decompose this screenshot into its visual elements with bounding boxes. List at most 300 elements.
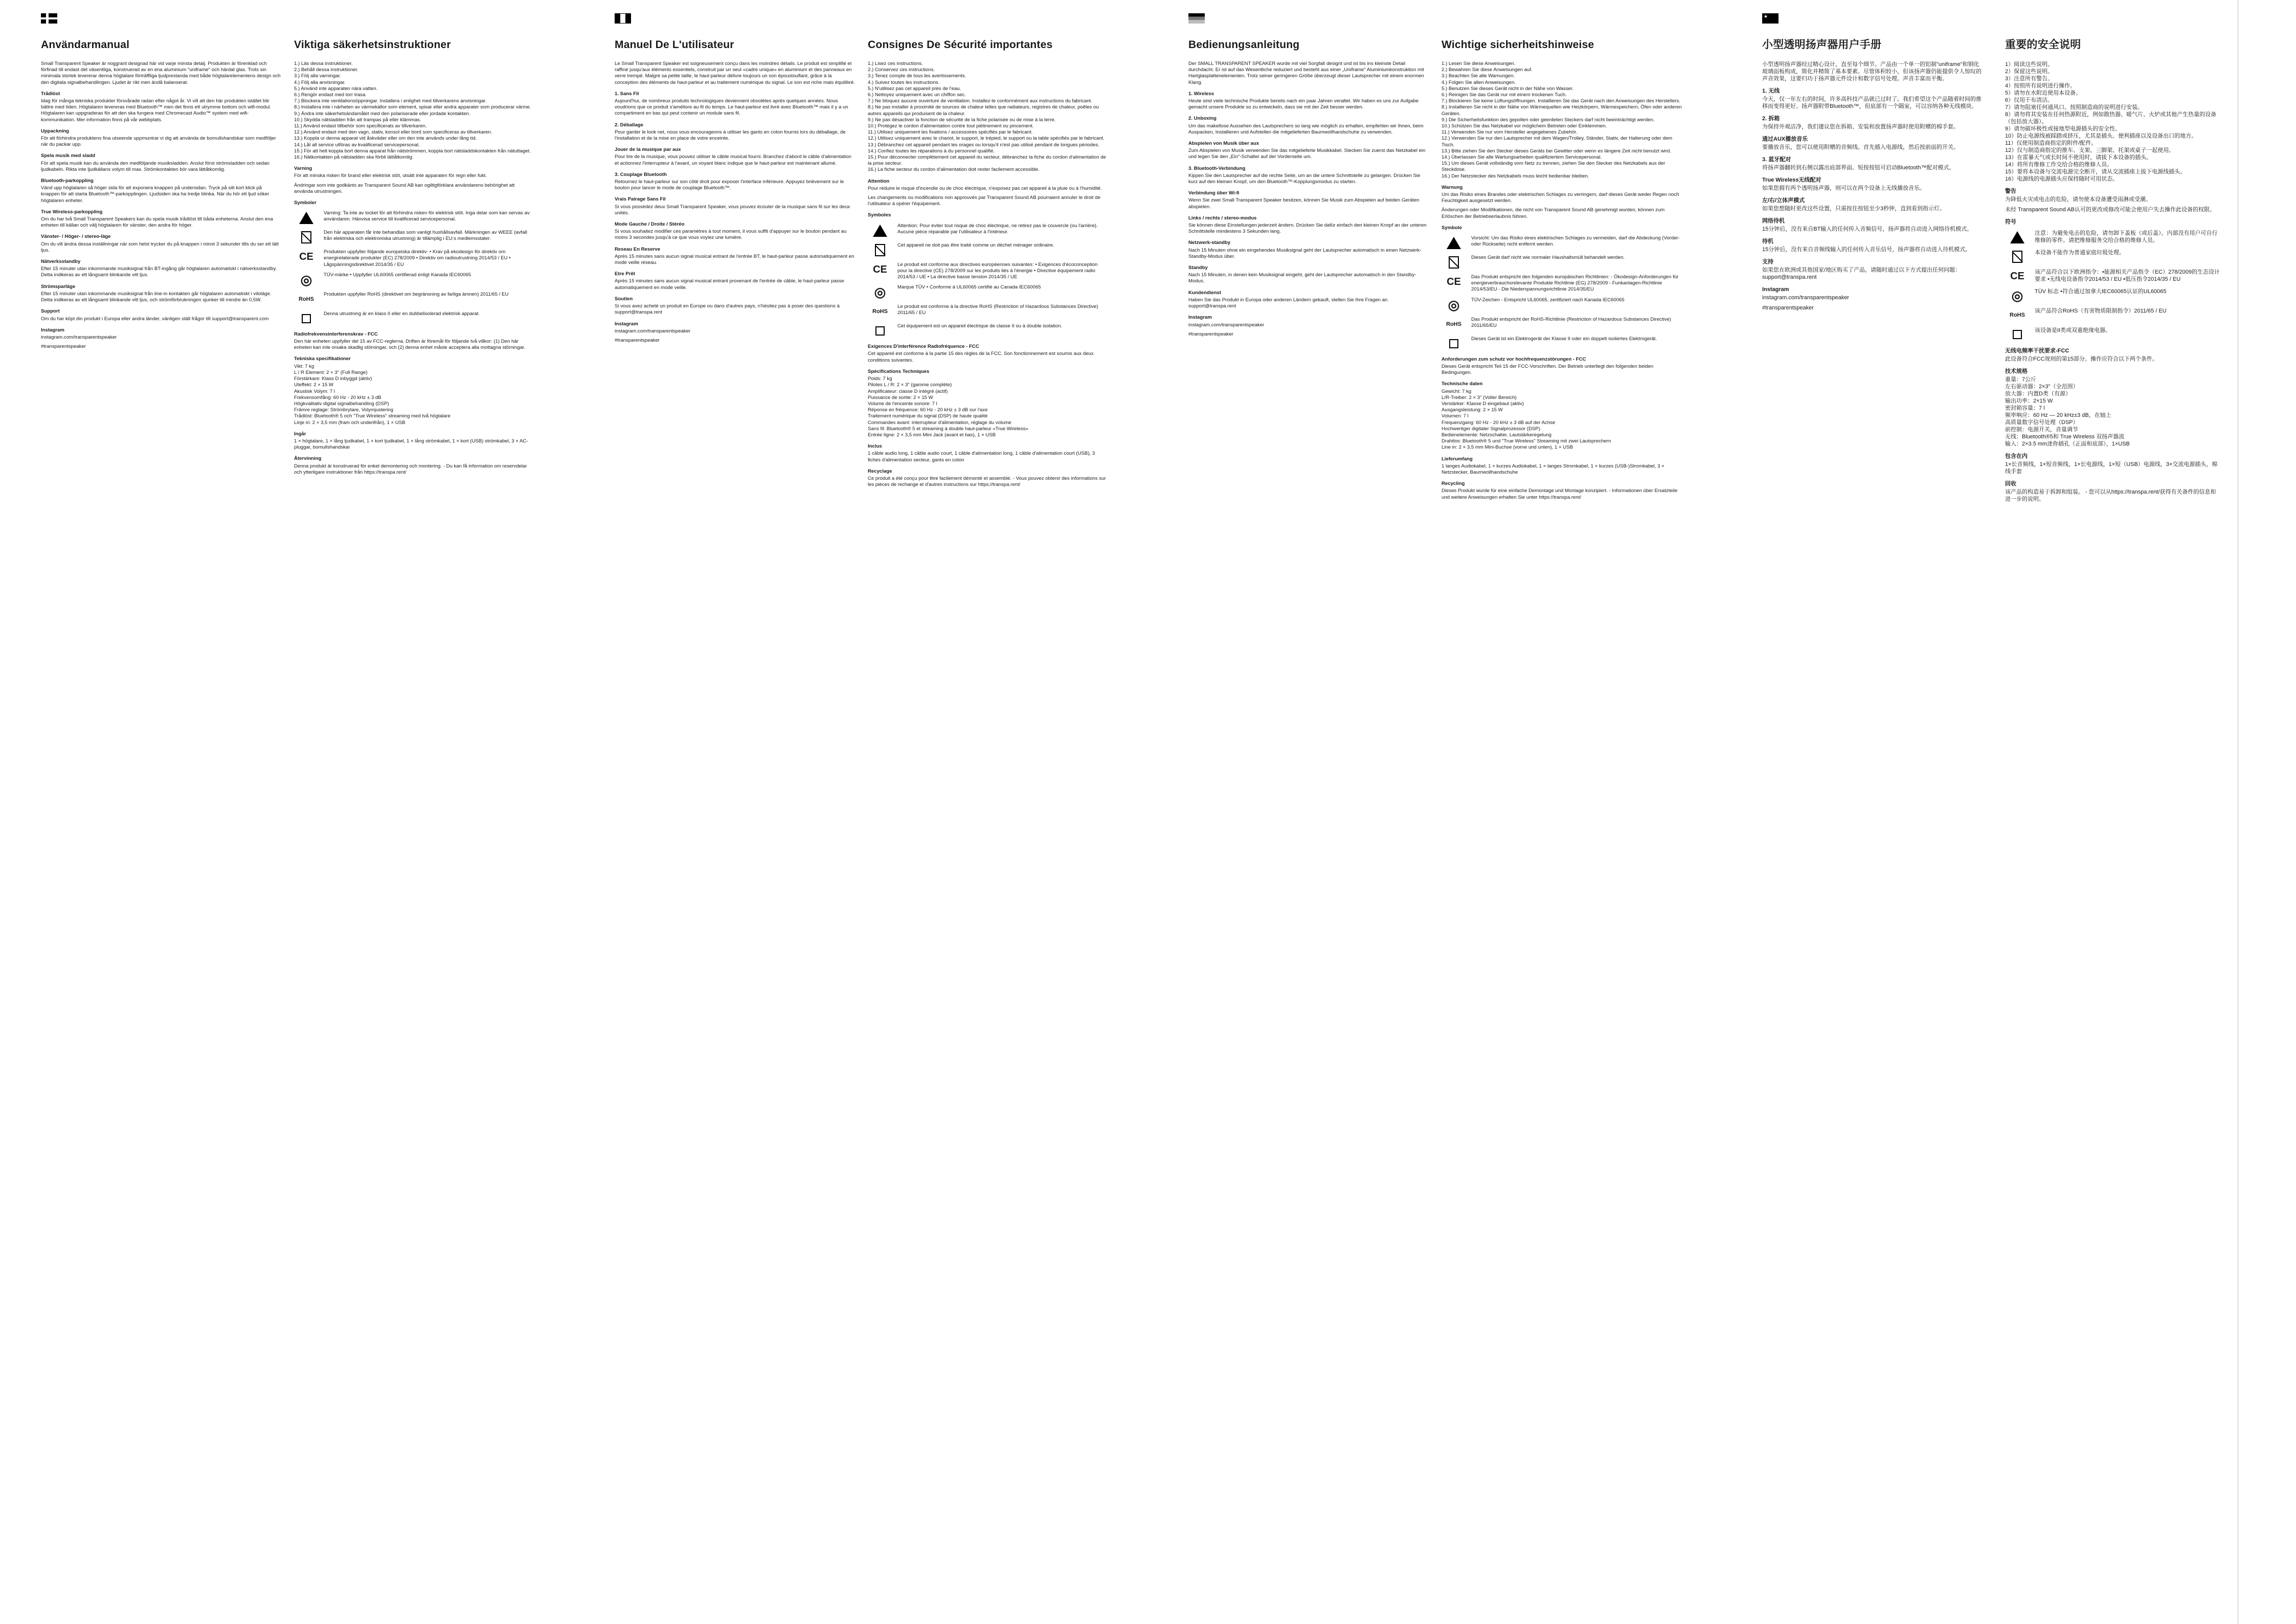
weee-bin-icon [2005,249,2030,264]
symbol-row [294,311,534,326]
tech-spec-item: L / R Element: 2 × 3" (Full Range) [294,369,368,375]
section-text: Wenn Sie zwei Small Transparent Speaker besitzen, können Sie Musik zum Abspielen auf beiden Geräten abspielen. [1188,197,1420,210]
tech-specs-heading: Spécifications Techniques [868,368,930,374]
section-text: instagram.com/transparentspeaker [41,334,117,340]
cn-sections [1762,87,1982,312]
section-heading: Strömsparläge [41,283,76,290]
section-text: Heute sind viele technische Produkte bereits nach ein paar Jahren veraltet. Wir haben es uns zur Aufgabe gemacht unsere Produkte so zu entwickeln, dass sie mit der Zeit besser werden. [1188,98,1419,110]
section-text: #transparentspeaker [1188,331,1233,337]
recycling-heading: Recycling [1442,481,1465,487]
section-heading: Mode Gauche / Droite / Stéréo [615,221,685,228]
section-text: 15分钟后，没有来自BT输入的任何传入音频信号，扬声器将自动进入网络待机模式。 [1762,226,1973,232]
safety-instruction-item: 10）防止电源线被踩踏或挤压，尤其是插头、便利插座以及设备出口的地方。 [2005,133,2197,139]
safety-instruction-item: 1.) Läs dessa instruktioner. [294,61,353,66]
tech-spec-item: Traitement numérique du signal (DSP) de haute qualité [868,413,988,419]
included-heading: Ingår [294,431,306,437]
symbol-row [868,284,1108,300]
section-text: instagram.com/transparentspeaker [1188,322,1265,328]
page-chinese [1721,0,2296,1624]
tech-spec-item: Line in: 2 × 3,5 mm Mini-Buchse (vorne und unten), 1 × USB [1442,444,1573,451]
fr-manual-title: Manuel De L'utilisateur [615,39,734,51]
safety-instruction-item: 13）在雷暴天气或长时间不使用时，请拔下本设备的插头。 [2005,154,2152,161]
section-heading: 2. 拆箱 [1762,116,1780,122]
safety-instruction-item: 13.) Bitte ziehen Sie den Stecker dieses Geräts bei Gewitter oder wenn es längere Zeit nicht benutzt wird. [1442,148,1672,154]
modification-warning-text: Ändringar som inte godkänts av Transparent Sound AB kan ogiltigförklara användarens behörighet att använda utrustningen. [294,182,515,194]
cn-safety-body [2005,61,2220,503]
fcc-heading: Radiofrekvensinterferenskrav - FCC [294,331,378,337]
sv-manual-title: Användarmanual [41,39,130,51]
warning-icon [868,223,892,238]
sv-sections [41,91,281,350]
crossed-bin-shape [2012,251,2022,263]
safety-instruction-item: 10.) Skydda nätsladden från att trampas på eller klämmas. [294,117,421,123]
section-heading: Jouer de la musique par aux [615,147,681,153]
safety-instruction-item: 9.) Ändra inte säkerhetsändamålet med den polariserade eller jordade kontakten. [294,110,470,117]
safety-instruction-item: 2.) Behåll dessa instruktioner. [294,67,358,73]
safety-instruction-item: 10.) Schützen Sie das Netzkabel vor möglichem Betreten oder Einklemmen. [1442,123,1607,129]
tech-spec-item: Högkvalitativ digital signalbehandling (DSP) [294,401,389,407]
safety-instruction-item: 2）保留这些说明。 [2005,69,2054,75]
safety-instruction-item: 1.) Lesen Sie diese Anweisungen. [1442,61,1516,66]
section-text: Nach 15 Minuten, in denen kein Musiksignal eingeht, geht der Lautsprecher automatisch in den Standby-Modus. [1188,272,1416,284]
warning-text: Pour réduire le risque d'incendie ou de choc électrique, n'exposez pas cet appareil à la pluie ou à l'humidité. [868,185,1102,191]
safety-instruction-list [1442,61,1682,180]
tech-specs-list [294,364,534,426]
symbol-row [1442,317,1682,332]
cn-manual-title: 小型透明扬声器用户手册 [1762,39,1882,51]
german-flag-icon [1188,13,1205,24]
safety-instruction-item: 9）请勿破坏极性或接地型电源插头的安全性。 [2005,126,2121,132]
rohs-mark-icon: RoHS [2010,312,2025,318]
warning-text: För att minska risken för brand eller elektrisk stöt, utsätt inte apparaten för regn eller fukt. [294,173,487,179]
symbol-description: Varning: Ta inte av locket för att förhindra risken för elektrisk stöt. Inga delar som kan servas av användaren. Hänvisa service till kvalificerad servicepersonal. [324,210,530,223]
section-text: För att förhindra produktens fina utseende uppmuntrar vi dig att använda de bomullshandskar som medföljer när du packar upp. [41,136,276,148]
symbol-row [2005,288,2220,303]
symbol-row [868,262,1108,281]
symbol-row [294,292,534,307]
symbol-row [1442,255,1682,270]
double-square-shape [2013,330,2022,339]
modification-warning-text: Les changements ou modifications non approuvés par Transparent Sound AB pourraient annuler le droit de l'utilisateur à opérer l'équipement. [868,195,1100,207]
ce-mark-icon: CE [873,263,887,275]
section-heading: 1. 无线 [1762,88,1780,94]
section-text: 为保持外观洁净，我们建议您在拆箱、安装和放置扬声器时使用附赠的棉手套。 [1762,124,1959,130]
cn-intro: 小型透明扬声器经过精心设计，直至每个细节。产品由一个单一的铝制"uniframe"和钢化玻璃面板构成，简化并精简了基本要素。尽管体积较小，但该扬声器仍能提供令人惊叹的声音效果，这要归功于扬声器元件设计和数字信号处理。声音丰富而平衡。 [1762,61,1982,82]
section-heading: Kundendienst [1188,290,1221,296]
section-text: Pour garder le look net, nous vous encourageons à utiliser les gants en coton fournis lors du déballage, de l'installation et de la mise en place de votre enceinte. [615,129,846,142]
safety-instruction-item: 14.) Überlassen Sie alle Wartungsarbeiten qualifiziertem Servicepersonal. [1442,154,1602,161]
section-heading: Bluetooth-parkoppling [41,178,94,184]
section-heading: Reseau En Reserve [615,246,661,252]
section-heading: 2. Déballage [615,122,643,128]
cn-safety-column [2005,38,2220,506]
section-text: 今天，仅一年左右的时间，许多高科技产品就已过时了。我们希望这个产品随着时间的推移而变得更好。扬声器附带Bluetooth™，但底部有一个隔室，可以容纳各种无线模块。 [1762,96,1982,109]
warning-icon [1442,235,1466,251]
section-heading: Instagram [1762,286,1789,293]
symbol-row [294,249,534,268]
section-heading: Netzwerk-standby [1188,240,1231,246]
symbol-row [2005,327,2220,342]
symbols-heading: 符号 [2005,219,2016,225]
chinese-flag-icon [1762,13,1779,24]
safety-instruction-item: 12.) Utilisez uniquement avec le chariot, le support, le trépied, le support ou la table spécifiés par le fabricant. [868,136,1105,142]
warning-triangle-shape [873,225,887,237]
safety-instruction-item: 8.) Installera inte i närheten av värmekällor som element, spisar eller andra apparater som producerar värme. [294,104,531,110]
tech-spec-item: Trådlöst: Bluetooth® 5 och "True Wireless" streaming med två högtalare [294,413,451,419]
page-swedish [0,0,574,1624]
de-manual-column [1188,38,1429,341]
section-heading: 3. Bluetooth-Verbindung [1188,165,1246,171]
symbol-row [868,323,1108,339]
ce-mark-icon: CE [2010,271,2024,282]
ce-mark-icon: CE [1447,276,1461,287]
safety-instruction-item: 16.) Der Netzstecker des Netzkabels muss leicht bedienbar bleiben. [1442,173,1589,179]
fcc-text: Dieses Gerät entspricht Teil 15 der FCC-Vorschriften. Der Betrieb unterliegt den folgenden beiden Bedingungen. [1442,363,1654,376]
tech-spec-item: Hochwertiger digitaler Signalprozessor (DSP) [1442,426,1541,432]
tech-spec-item: Amplificateur: classe D intégré (actif) [868,388,948,394]
tech-specs-list [868,376,1108,438]
included-text: 1 câble audio long, 1 câble audio court, 1 câble d'alimentation long, 1 câble d'alimentation court (USB), 3 fiches d'alimentation secteur, gants en coton [868,451,1095,463]
safety-instruction-list [294,61,534,161]
safety-instruction-item: 11.) Använd endast tillbehör som specificerats av tillverkaren. [294,123,427,129]
safety-instruction-item: 7）请勿阻塞任何通风口。按照制造商的说明进行安装。 [2005,104,2144,110]
section-text: Om du vill ändra dessa inställningar när som helst trycker du på knappen i minst 3 sekunder tills du ser ett lätt ljus. [41,241,279,253]
section-heading: 通过AUX播放音乐 [1762,136,1808,142]
safety-instruction-item: 1.) Lisez ces instructions. [868,61,923,66]
section-heading: Abspielen von Musik über aux [1188,141,1259,147]
safety-instruction-item: 3.) Beachten Sie alle Warnungen. [1442,73,1515,79]
section-heading: 2. Unboxing [1188,116,1217,122]
included-text: 1 × högtalare, 1 × lång ljudkabel, 1 × kort ljudkabel, 1 × lång strömkabel, 1 × kort (USB) strömkabel, 3 × AC-pluggar, bomullshandskar [294,438,528,451]
safety-instruction-item: 13.) Débranchez cet appareil pendant les orages ou lorsqu'il n'est pas utilisé pendant de longues périodes. [868,142,1099,148]
fr-manual-column [615,38,855,347]
section-text: Om du har köpt din produkt i Europa eller andra länder, vänligen ställ frågor till support@transparent.com [41,316,269,322]
modification-warning-text: Änderungen oder Modifikationen, die nicht von Transparent Sound AB genehmigt wurden, können zum Erlöschen der Betriebserlaubnis führen. [1442,207,1665,219]
swedish-flag-icon [41,13,57,24]
section-text: Pour lire de la musique, vous pouvez utiliser le câble musical fourni. Branchez d'abord le câble d'alimentation et actionnez l'interrupteur à l'avant, un voyant blanc indique que le haut-parleur est maintenant allumé. [615,154,851,166]
section-text: För att spela musik kan du använda den medföljande musiksladden. Anslut först strömsladden och sedan ljudkabeln. Rikta inte ljudkällans volym till max. Strömkontakten bör vara lättåtkomlig. [41,160,269,172]
de-manual-title: Bedienungsanleitung [1188,39,1300,51]
safety-instruction-item: 3.) Följ alla varningar. [294,73,341,79]
safety-instruction-item: 9.) Die Sicherheitsfunktion des gepolten oder geerdeten Steckers darf nicht beeinträchtigt werden. [1442,117,1655,123]
section-heading: Support [41,308,60,315]
safety-instruction-item: 3.) Tenez compte de tous les avertissements. [868,73,966,79]
included-heading: Inclus [868,443,882,450]
section-text: Vänd upp högtalaren så höger sida för att exponera knappen på undersidan. Tryck på sitt kort klick på knappen för att starta Bluetooth™-parkopplingen. Ljudsiden ska ha tredje blinka. När du hör ett ljud söker högtalaren enheter. [41,185,269,204]
safety-instruction-item: 12.) Använd endast med den vagn, stativ, konsol eller bord som specificeras av tillverkaren. [294,129,492,136]
safety-instruction-item: 10.) Protégez le cordon d'alimentation contre tout piétinement ou pincement. [868,123,1034,129]
tech-spec-item: Réponse en fréquence: 60 Hz - 20 kHz ± 3 dB sur l'axe [868,407,988,413]
section-text: Si vous souhaitez modifier ces paramètres à tout moment, il vous suffit d'appuyer sur le bouton pendant au moins 3 secondes jusqu'à ce que vous voyiez une lumière. [615,229,847,241]
section-heading: Vänster- / Höger- / stereo-läge [41,234,111,240]
safety-instruction-list [2005,61,2220,183]
tech-spec-item: 输出功率：2×15 W [2005,398,2053,404]
safety-instruction-item: 6.) Nettoyez uniquement avec un chiffon sec. [868,92,966,98]
section-heading: Soutien [615,296,633,302]
section-text: Idag för många tekniska produkter försvårade radan efter något år. Vi vill att den här produkten istället blir bättre med tiden. Högtalaren levereras med Bluetooth™ men det finns ett utrymme bottom och wifi-modul. Högtalaren kan uppgraderas för att den ska fungera med Chromecast Audio™ system med wifi-kommunikation. Mer information finns på vår webbplats. [41,98,272,123]
symbol-row [1442,235,1682,251]
safety-instruction-item: 4.) Följ alla anvisningar. [294,79,346,85]
section-heading: 1. Wireless [1188,91,1214,97]
symbol-row [1442,274,1682,293]
section-heading: True Wireless无线配对 [1762,177,1821,183]
page-french [574,0,1147,1624]
double-square-shape [1449,339,1458,348]
safety-instruction-item: 6）仅用干布清洁。 [2005,97,2054,103]
symbol-row [868,223,1108,238]
section-text: Efter 15 minuter utan inkommande musiksignal från BT-ingång går högtalaren automatiskt i nätverksstandby. Detta indikeras av ett långsamt blinkande vitt ljus. [41,266,277,278]
symbol-description: 该产品符合以下欧洲指令：•能源相关产品指令（EC）278/2009的生态设计要求 •无线电设备指令2014/53 / EU •低压指令2014/35 / EU [2035,269,2220,282]
tech-spec-item: Bedienelemente: Netzschalter, Lautstärkeregelung [1442,432,1551,438]
section-text: Zum Abspielen von Musik verwenden Sie das mitgelieferte Musikkabel. Stecken Sie zuerst das Netzkabel ein und legen Sie den „Ein"-Schalter auf der Vorderseite um. [1188,148,1426,160]
tech-spec-item: Pilotes L / R: 2 × 3" (gamme complète) [868,382,952,388]
section-heading: Verbindung über Wi-fi [1188,190,1240,196]
section-text: Après 15 minutes sans aucun signal musical entrant de l'entrée BT, le haut-parleur passe automatiquement en mode veille réseau. [615,253,854,266]
safety-instruction-item: 5.) N'utilisez pas cet appareil près de l'eau. [868,85,961,92]
tech-spec-item: 放大器：内置D类（有源） [2005,391,2071,397]
safety-instruction-item: 7.) Blockieren Sie keine Lüftungsöffnungen. Installieren Sie das Gerät nach den Anweisungen des Herstellers. [1442,98,1681,104]
tuv-mark-icon: ◎ [874,284,886,300]
tech-spec-item: L/R-Treiber: 2 × 3" (Voller Bereich) [1442,394,1517,401]
section-text: 如果您拥有两个透明扬声器，则可以在两个设备上无线播放音乐。 [1762,185,1925,191]
tech-spec-item: Puissance de sortie: 2 × 15 W [868,394,933,401]
section-heading: Trådlöst [41,91,60,97]
safety-instruction-item: 12）仅与制造商指定的推车、支架、三脚架、托架或桌子一起使用。 [2005,147,2175,153]
symbol-description: Marque TÜV • Conforme à UL60065 certifié au Canada IEC60065 [897,284,1041,291]
fr-sections [615,91,855,344]
symbol-row [868,304,1108,319]
sv-intro: Small Transparent Speaker är noggrant designad här vid varje minsta detalj. Produkten är förenklad och förfinad till endast det väsentliga, konstruerad av en ena aluminium "uniframe" och härdat glas. Trots sin minimala storlek levererar denna högtalare förträffliga ljudprestanda med både högtalarelementens design och den digitala signalbehandlingen. Ljudet är rikt men ändå balanserat. [41,61,281,85]
safety-instruction-item: 4）按照所有说明进行操作。 [2005,83,2076,89]
symbol-description: 该设备是II类或双重绝缘电器。 [2035,327,2111,333]
tech-spec-item: 输入：2×3.5 mm迷你插孔（正面和底部），1×USB [2005,441,2130,447]
safety-instruction-item: 4.) Suivez toutes les instructions. [868,79,940,85]
section-heading: 左/右/立体声模式 [1762,197,1805,204]
tech-spec-item: Volumen: 7 l [1442,413,1469,419]
ce-mark-icon: CE [299,251,313,263]
safety-instruction-item: 8.) Ne pas installer à proximité de sources de chaleur telles que radiateurs, registres de chaleur, poêles ou autres appareils qui produisent de la chaleur. [868,104,1099,117]
warning-icon [2005,230,2030,245]
symbols-heading: Symboler [294,200,317,206]
tech-spec-item: Gewicht: 7 kg [1442,388,1472,394]
crossed-bin-shape [301,231,311,243]
symbol-row [294,230,534,245]
symbol-description: Vorsicht: Um das Risiko eines elektrischen Schlages zu vermeiden, darf die Abdeckung (Vorder- oder Rückseite) nicht entfernt werden. [1471,235,1680,248]
symbol-description: Dieses Gerät darf nicht wie normaler Haushaltsmüll behandelt werden. [1471,255,1625,261]
rohs-mark-icon: RoHS [1446,321,1461,327]
safety-instruction-item: 11.) Verwenden Sie nur vom Hersteller angegebenes Zubehör. [1442,129,1578,136]
safety-instruction-item: 7.) Ne bloquez aucune ouverture de ventilation. Installez-le conformément aux instructions du fabricant. [868,98,1092,104]
warning-triangle-shape [299,212,313,224]
safety-instruction-item: 5）请勿在水附近使用本设备。 [2005,90,2082,96]
weee-bin-icon [868,242,892,258]
safety-instruction-item: 11.) Utilisez uniquement les fixations / accessoires spécifiés par le fabricant. [868,129,1033,136]
safety-instruction-item: 15.) Um dieses Gerät vollständig vom Netz zu trennen, ziehen Sie den Stecker des Netzkabels aus der Steckdose. [1442,161,1665,173]
tech-spec-item: Poids: 7 kg [868,376,892,382]
tech-specs-heading: Tekniska specifikationer [294,356,351,362]
symbol-description: Produkten uppfyller RoHS (direktivet om begränsning av farliga ämnen) 2011/65 / EU [324,291,509,297]
tuv-mark-icon: ◎ [1448,297,1460,313]
symbol-description: 该产品符合RoHS（有害物质限制指令）2011/65 / EU [2035,308,2167,314]
tech-spec-item: Akustisk Volym: 7 l [294,388,335,394]
de-intro: Der SMALL TRANSPARENT SPEAKER wurde mit viel Sorgfalt designt und ist bis ins kleinste Detail durchdacht. Er ist auf das Wesentliche reduziert und besteht aus einer „Uniframe" Aluminiumkonstruktion mit Hartglasplattenelementen. Trotz seiner geringeren Größe überzeugt dieser Lautsprecher mit einem enormen Klang. [1188,61,1424,85]
fcc-text: 此设备符合FCC规则的第15部分。操作应符合以下两个条件。 [2005,356,2158,362]
section-text: 将扬声器翻转到右侧以露出底部界面。短按按钮可启动Bluetooth™配对模式。 [1762,165,1955,171]
symbol-description: Cet équipement est un appareil électrique de classe II ou à double isolation. [897,323,1063,329]
de-safety-body [1442,61,1682,501]
crossed-bin-shape [875,244,885,256]
class2-icon [294,311,319,326]
class2-icon [2005,327,2030,342]
recycling-heading: Återvinning [294,456,322,462]
symbol-row [2005,230,2220,245]
section-heading: 网络待机 [1762,218,1785,224]
tech-spec-item: 频率响应：60 Hz — 20 kHz±3 dB，在轴上 [2005,412,2111,418]
symbol-description: Dieses Gerät ist ein Elektrogerät der Klasse II oder ein doppelt isoliertes Elektrogerät. [1471,336,1657,342]
tech-spec-item: 无线：Bluetooth®5和 True Wireless 双扬声器流 [2005,434,2125,440]
tech-spec-item: Drahtlos: Bluetooth® 5 und "True Wireless" Streaming mit zwei Lautsprechern [1442,438,1611,444]
symbol-description: TÜV 标志 •符合通过加拿大IEC60065认证的UL60065 [2035,288,2167,295]
tech-spec-item: Volume de l'enceinte sonore: 7 l [868,401,937,407]
tech-spec-item: Frekvensomfång: 60 Hz - 20 kHz ± 3 dB [294,394,381,401]
rohs-mark-icon: RoHS [299,296,314,302]
section-heading: Vrais Pairage Sans Fil [615,196,666,203]
safety-instruction-item: 5.) Benutzen Sie dieses Gerät nicht in der Nähe von Wasser. [1442,85,1574,92]
section-heading: Spela musik med sladd [41,153,96,159]
weee-bin-icon [1442,255,1466,270]
symbol-row [2005,307,2220,323]
symbol-description: Das Produkt entspricht den folgenden europäischen Richtlinien: - Ökodesign-Anforderungen für energieverbrauchsrelevante Produkte Richtlinie (EG) 278/2009 - Funkanlagen-Richtlinie 2014/53/EU - Die Niederspannungsrichtlinie 2014/35/EU [1471,274,1679,293]
symbol-row [1442,297,1682,313]
symbol-description: TÜV-Zeichen - Entspricht UL60065, zertifiziert nach Kanada IEC60065 [1471,297,1625,303]
section-text: 要播放音乐，您可以使用附赠的音频线。首先插入电源线，然后按前面的开关。 [1762,144,1959,150]
included-text: 1×长音频线，1×短音频线，1×长电源线，1×短（USB）电源线，3×交流电源插头，棉线手套 [2005,461,2218,475]
section-text: instagram.com/transparentspeaker [1762,295,1849,301]
section-heading: Standby [1188,265,1208,271]
safety-instruction-item: 7.) Blockera inte ventilationsöppningar. Installera i enlighet med tillverkarens anvisningar. [294,98,487,104]
section-text: Retournez le haut-parleur sur son côté droit pour exposer l'interface inférieure. Appuyez brièvement sur le bouton pour lancer le mode de couplage Bluetooth™. [615,179,844,191]
symbols-heading: Symbole [1442,225,1462,231]
section-heading: Instagram [615,321,638,327]
tech-spec-item: 左右驱动器：2×3"（全范围） [2005,384,2079,390]
included-text: 1 langes Audiokabel, 1 × kurzes Audiokabel, 1 × langes Stromkabel, 1 × kurzes (USB-)Stromkabel, 3 × Netzstecker, Baumwollhandschuhe [1442,463,1664,475]
safety-instruction-item: 9.) Ne pas désactiver la fonction de sécurité de la fiche polarisée ou de mise à la terre. [868,117,1056,123]
section-text: #transparentspeaker [41,344,86,350]
double-square-shape [875,326,885,336]
tech-spec-item: Sans fil: Bluetooth® 5 et streaming à double haut-parleur «True Wireless» [868,426,1028,432]
modification-warning-text: 未经 Transparent Sound AB认可的更改或修改可能会使用户失去操作此设备的权限。 [2005,207,2215,213]
safety-instruction-item: 15.) Pour déconnecter complètement cet appareil du secteur, débranchez la fiche du cordon d'alimentation de la prise secteur. [868,154,1106,167]
symbol-description: Le produit est conforme aux directives européennes suivantes: • Exigences d'écoconception pour la directive (CE) 278/2009 sur les produits liés à l'énergie • Directive équipement radio 2014/53 / UE • La directive basse tension 2014/35 / UE [897,261,1098,280]
symbol-description: Le produit est conforme à la directive RoHS (Restriction of Hazardous Substances Directive) 2011/65 / EU [897,304,1098,316]
tech-spec-item: 前控制：电源开关，音量调节 [2005,427,2078,433]
tech-spec-item: Frequenzgang: 60 Hz - 20 kHz ± 3 dB auf der Achse [1442,419,1556,426]
symbol-description: Attention: Pour éviter tout risque de choc électrique, ne retirez pas le couvercle (ou l'arrière). Aucune pièce réparable par l'utilisateur à l'intérieur. [897,223,1098,235]
tech-spec-item: 重量：7公斤 [2005,376,2037,383]
tech-specs-heading: Technische daten [1442,381,1483,387]
safety-instruction-item: 2.) Bewahren Sie diese Anweisungen auf. [1442,67,1533,73]
safety-instruction-item: 6.) Rengör endast med torr trasa. [294,92,367,98]
crossed-bin-shape [1449,256,1459,269]
safety-instruction-item: 14）将所有维修工作交给合格的维修人员。 [2005,162,2113,168]
section-text: Efter 15 minuter utan inkommande musiksignal från line-in kontakten går högtalaren automatiskt i viloläge. Detta indikeras av ett långsamt blinkande vitt ljus, och strömförbrukningen sjunker till mindre än 0,5W. [41,291,272,303]
section-text: 如果您在欧洲或其他国家/地区购买了产品，请随时通过以下方式提出任何问题：support@transpa.rent [1762,267,1961,280]
safety-instruction-item: 8.) Installieren Sie nicht in der Nähe von Wärmequellen wie Heizkörpern, Wärmespeichern, Öfen oder anderen Geräten. [1442,104,1682,117]
symbol-row [294,272,534,287]
sv-safety-column [294,38,534,479]
safety-instruction-item: 16）电源线的电源插头应保持随时可用状态。 [2005,176,2119,182]
section-heading: Nätverksstandby [41,259,81,265]
symbol-description: 注意：为避免电击的危险，请勿卸下盖板（或后盖）。内部没有用户可自行维修的零件。请把维修服务交给合格的维修人员。 [2035,230,2218,243]
tech-specs-list [1442,389,1682,451]
double-square-shape [302,314,311,323]
tuv-mark-icon: ◎ [2011,288,2023,303]
safety-instruction-item: 14.) Confiez toutes les réparations à du personnel qualifié. [868,148,995,154]
page-german [1147,0,1721,1624]
symbol-description: Denna utrustning är en klass II eller en dubbelisolerad elektrisk apparat. [324,310,480,317]
recycling-heading: Recyclage [868,468,892,474]
warning-heading: Attention [868,178,890,184]
sv-manual-column [41,38,281,353]
tech-spec-item: 密封箱容量：7 l [2005,405,2045,411]
section-text: Haben Sie das Produkt in Europa oder anderen Ländern gekauft, stellen Sie Ihre Fragen an support@transpa.rent [1188,297,1388,309]
symbol-row [1442,336,1682,351]
warning-text: Um das Risiko eines Brandes oder elektrischen Schlages zu verringern, darf dieses Gerät weder Regen noch Feuchtigkeit ausgesetzt werden. [1442,192,1679,204]
french-flag-icon [615,13,631,24]
section-heading: Uppackning [41,128,69,134]
fcc-heading: Exigences D'interférence Radiofréquence - FCC [868,344,979,350]
tech-spec-item: Commandes avant: interrupteur d'alimentation, réglage du volume [868,419,1011,426]
tech-spec-item: Ausgangsleistung: 2 × 15 W [1442,407,1503,413]
tech-spec-item: Linje in: 2 × 3,5 mm (fram och underifrån), 1 × USB [294,419,406,426]
included-heading: 包含在内 [2005,453,2028,459]
symbol-description: Produkten uppfyller följande europeiska direktiv: • Krav på ekodesign för direktiv om energirelaterade produkter (EC) 278/2009 • Direktiv om radioutrustning 2014/53 / EU • Lågspänningsdirektivet 2014/35 / EU [324,249,511,268]
section-text: #transparentspeaker [1762,305,1814,311]
fr-safety-body [868,61,1108,488]
safety-instruction-item: 15.) För att helt koppla bort denna apparat från nätströmmen, koppla bort nätsladdskontakten från nätuttaget. [294,148,531,154]
warning-heading: Warnung [1442,184,1463,190]
sv-safety-body [294,61,534,476]
section-text: instagram.com/transparentspeaker [615,328,691,334]
symbol-row [868,242,1108,258]
warning-icon [294,210,319,226]
section-text: Après 15 minutes sans aucun signal musical entrant provenant de l'entrée de câble, le haut-parleur passe automatiquement en mode veille. [615,278,844,291]
section-text: Aujourd'hui, de nombreux produits technologiques deviennent obsolètes après quelques années. Nous voudrions que ce produit s'améliore au fil du temps. Le haut-parleur est livré avec Bluetooth™ mais il y a un compartiment en bas qui peut contenir un module sans fil. [615,98,848,117]
symbol-description: TÜV-märke • Uppfyller UL60065 certifierad enligt Kanada IEC60065 [324,272,471,278]
recycling-heading: 回收 [2005,481,2016,487]
tech-spec-item: Uteffekt: 2 × 15 W [294,382,333,388]
tech-specs-heading: 技术规格 [2005,368,2028,374]
symbol-row [294,210,534,226]
fr-safety-title: Consignes De Sécurité importantes [868,39,1053,51]
safety-instruction-list [868,61,1108,173]
rohs-mark-icon: RoHS [872,308,888,315]
symbols-heading: Symboles [868,212,891,218]
fr-intro: Le Small Transparent Speaker est soigneusement conçu dans les moindres détails. Le produit est simplifié et raffiné jusqu'aux éléments essentiels, construit par un seul «cadre unique» en aluminium et des panneaux en verre trempé. Malgré sa petite taille, le haut-parleur délivre toujours un son époustouflant, grâce à la conception des éléments de haut-parleur et au traitement numérique du signal. Le son est riche mais équilibré. [615,61,855,85]
section-heading: Instagram [41,327,64,333]
tech-spec-item: Förstärkare: Klass D inbyggd (aktiv) [294,376,372,382]
safety-instruction-item: 5.) Använd inte apparaten nära vatten. [294,85,378,92]
safety-instruction-item: 14.) Låt all service utföras av kvalificerad servicepersonal. [294,142,420,148]
safety-instruction-item: 11）仅使用制造商指定的附件/配件。 [2005,140,2097,146]
de-sections [1188,91,1429,338]
tech-spec-item: 高质量数字信号处理（DSP） [2005,419,2079,426]
included-heading: Lieferumfang [1442,456,1473,462]
warning-text: 为降低火灾或电击的危险，请勿使本设备遭受雨淋或受潮。 [2005,196,2151,203]
section-heading: True Wireless-parkoppling [41,209,103,215]
section-text: Sie können diese Einstellungen jederzeit ändern. Drücken Sie dafür einfach den kleinen Knopf an der unteren Schnittstelle mindestens 3 Sekunden lang. [1188,223,1427,235]
fcc-text: Cet appareil est conforme à la partie 15 des règles de la FCC. Son fonctionnement est soumis aux deux conditions suivantes. [868,351,1094,363]
